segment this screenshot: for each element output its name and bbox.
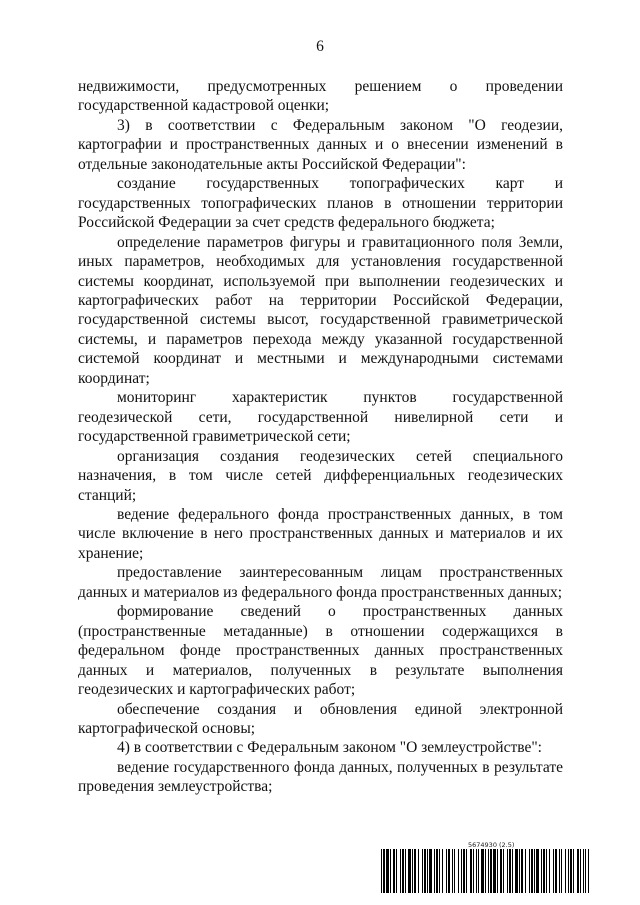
barcode-bar [422, 849, 423, 893]
barcode-bar [565, 849, 566, 893]
barcode-bar [463, 849, 465, 893]
barcode-bar [381, 849, 382, 893]
barcode-bar [583, 849, 584, 893]
barcode-bar [497, 849, 498, 893]
barcode-bar [442, 849, 443, 893]
barcode-bar [519, 849, 520, 893]
barcode-bar [585, 849, 586, 893]
barcode-bar [546, 849, 547, 893]
barcode-bar [412, 849, 413, 893]
barcode-bar [485, 849, 486, 893]
paragraph: недвижимости, предусмотренных решением о проведении государственной кадастровой оценки; [78, 78, 563, 115]
barcode-bar [446, 849, 447, 893]
barcode-bar [408, 849, 411, 893]
barcode-bar [466, 849, 467, 893]
barcode-bar [383, 849, 385, 893]
barcode-bar [559, 849, 560, 893]
barcode-bar [434, 849, 435, 893]
paragraph: ведение государственного фонда данных, полученных в результате проведения землеустройства; [78, 758, 563, 796]
barcode-bar [454, 849, 455, 893]
paragraph: предоставление заинтересованным лицам пространственных данных и материалов из федерального фонда пространственных данных; [78, 564, 563, 601]
barcode-bar [541, 849, 542, 893]
barcode-bar [512, 849, 513, 893]
barcode-bar [390, 849, 391, 893]
barcode-bar [531, 849, 533, 893]
barcode-bar [418, 849, 419, 893]
paragraph: создание государственных топографических карт и государственных топографических планов в отношении территории Российской Федерации за счет средств федерального бюджета; [78, 175, 563, 232]
paragraph: определение параметров фигуры и гравитационного поля Земли, иных параметров, необходимых для установления государственной системы координат, используемой при выполнении геодезических и картографических работ на территории Российской Федерации, государственной системы высот, государственной гравиметрической системы, и параметров перехода между указанной государственной системой координат и местными и международными системами координат; [78, 233, 563, 387]
barcode-bar [493, 849, 496, 893]
barcode-bar [500, 849, 502, 893]
paragraph: 4) в соответствии с Федеральным законом "О землеустройстве": [117, 739, 542, 757]
barcode-bar [393, 849, 395, 893]
barcode-bar [490, 849, 492, 893]
barcode-bar [424, 849, 426, 893]
barcode-bar [549, 849, 550, 893]
barcode-bar [400, 849, 401, 893]
barcode-bar [561, 849, 562, 893]
barcode-bar [580, 849, 581, 893]
barcode-bar [452, 849, 453, 893]
barcode-bar [481, 849, 484, 893]
paragraph: организация создания геодезических сетей специального назначения, в том числе сетей дифференциальных геодезических станций; [78, 447, 563, 504]
barcode-bar [436, 849, 438, 893]
barcode-bar [553, 849, 554, 893]
barcode-icon [381, 849, 589, 893]
barcode-bar [427, 849, 428, 893]
barcode-bar [529, 849, 530, 893]
barcode-bar [515, 849, 518, 893]
barcode-bar [461, 849, 462, 893]
barcode-bar [588, 849, 589, 893]
barcode-bar [507, 849, 508, 893]
barcode-bar [458, 849, 459, 893]
barcode-bar [509, 849, 511, 893]
barcode-id-text: 5674930 (2.5) [468, 841, 515, 849]
barcode-bar [473, 849, 474, 893]
paragraph: формирование сведений о пространственных данных (пространственные метаданные) в отношении содержащихся в федеральном фонде пространственных данных пространственных данных и материалов, полученных в результате выполнения геодезических и картографических работ; [78, 603, 563, 699]
barcode-bar [555, 849, 557, 893]
barcode-bar [521, 849, 523, 893]
barcode-bar [488, 849, 489, 893]
barcode-bar [448, 849, 450, 893]
barcode-bar [577, 849, 579, 893]
barcode-bar [478, 849, 479, 893]
barcode-bar [543, 849, 545, 893]
barcode-bar [568, 849, 569, 893]
page-number: 6 [316, 38, 324, 55]
barcode-bar [534, 849, 535, 893]
barcode-bar [503, 849, 504, 893]
paragraph: 3) в соответствии с Федеральным законом "О геодезии, картографии и пространственных данных и о внесении изменений в отдельные законодательные акты Российской Федерации": [78, 116, 563, 173]
barcode-bar [405, 849, 406, 893]
paragraph: мониторинг характеристик пунктов государственной геодезической сети, государственной нивелирной сети и государственной гравиметрической сети; [78, 389, 563, 446]
paragraph: обеспечение создания и обновления единой электронной картографической основы; [78, 700, 563, 737]
barcode-bar [570, 849, 572, 893]
barcode-bar [476, 849, 477, 893]
barcode-bar [573, 849, 574, 893]
paragraph: ведение федерального фонда пространственных данных, в том числе включение в него пространственных данных и материалов и их хранение; [78, 505, 563, 562]
barcode-bar [429, 849, 432, 893]
barcode-bar [536, 849, 539, 893]
barcode-bar [396, 849, 397, 893]
document-body [78, 77, 563, 797]
barcode-bar [386, 849, 389, 893]
barcode-bar [470, 849, 472, 893]
barcode-bar [414, 849, 416, 893]
barcode-bar [402, 849, 404, 893]
barcode-bar [439, 849, 440, 893]
barcode-bar [525, 849, 526, 893]
